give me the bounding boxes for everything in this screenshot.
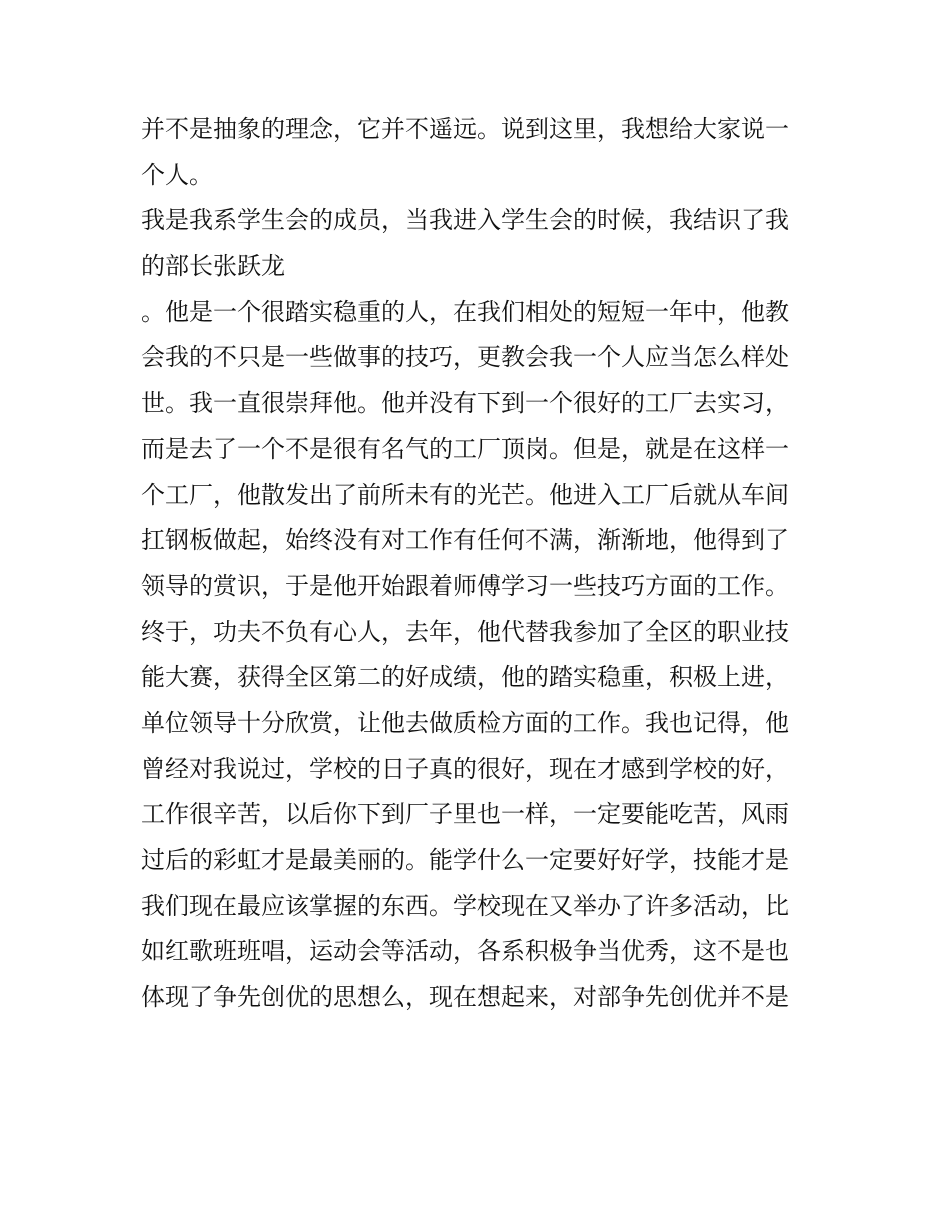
text-line: 个工厂，他散发出了前所未有的光芒。他进入工厂后就从车间	[141, 480, 789, 509]
text-line: 过后的彩虹才是最美丽的。能学什么一定要好好学，技能才是	[141, 846, 789, 874]
text-line: 扛钢板做起，始终没有对工作有任何不满，渐渐地，他得到了	[141, 526, 789, 555]
text-line: 世。我一直很崇拜他。他并没有下到一个很好的工厂去实习，	[141, 389, 789, 418]
text-line: 的部长张跃龙	[141, 252, 285, 281]
text-line: 终于，功夫不负有心人，去年，他代替我参加了全区的职业技	[141, 617, 789, 646]
text-line: 如红歌班班唱，运动会等活动，各系积极争当优秀，这不是也	[141, 937, 789, 966]
text-line: 而是去了一个不是很有名气的工厂顶岗。但是，就是在这样一	[141, 434, 789, 463]
text-line: 单位领导十分欣赏，让他去做质检方面的工作。我也记得，他	[141, 708, 789, 737]
text-line: 并不是抽象的理念，它并不遥远。说到这里，我想给大家说一	[141, 115, 789, 143]
text-line: 我是我系学生会的成员，当我进入学生会的时候，我结识了我	[141, 206, 789, 235]
text-line: 工作很辛苦，以后你下到厂子里也一样，一定要能吃苦，风雨	[141, 800, 789, 829]
text-line: 曾经对我说过，学校的日子真的很好，现在才感到学校的好，	[141, 754, 789, 783]
text-line: 。他是一个很踏实稳重的人，在我们相处的短短一年中，他教	[141, 297, 789, 326]
text-line: 会我的不只是一些做事的技巧，更教会我一个人应当怎么样处	[141, 343, 789, 372]
text-line: 体现了争先创优的思想么，现在想起来，对部争先创优并不是	[141, 983, 789, 1012]
text-line: 个人。	[141, 160, 213, 189]
text-line: 能大赛，获得全区第二的好成绩，他的踏实稳重，积极上进，	[141, 663, 789, 692]
body-text	[141, 107, 821, 1021]
text-line: 我们现在最应该掌握的东西。学校现在又举办了许多活动，比	[141, 891, 789, 920]
text-line: 领导的赏识，于是他开始跟着师傅学习一些技巧方面的工作。	[141, 571, 789, 600]
